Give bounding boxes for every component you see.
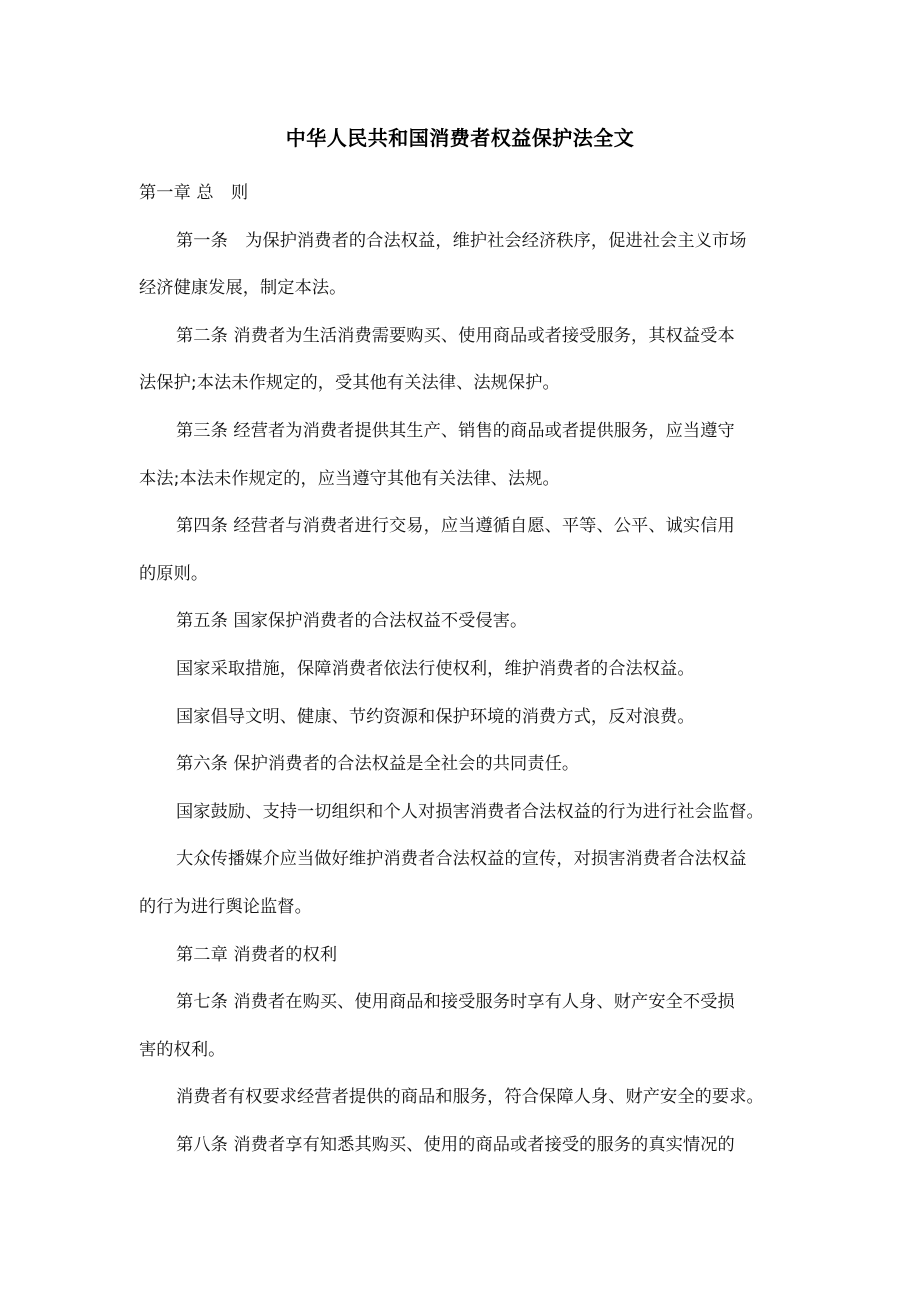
chapter-2-heading: 第二章 消费者的权利 xyxy=(176,944,338,965)
article-2-line-1: 第二条 消费者为生活消费需要购买、使用商品或者接受服务，其权益受本 xyxy=(176,325,735,346)
article-4-line-2: 的原则。 xyxy=(139,563,209,584)
article-2-line-2: 法保护;本法未作规定的，受其他有关法律、法规保护。 xyxy=(139,373,560,394)
article-3-line-1: 第三条 经营者为消费者提供其生产、销售的商品或者提供服务，应当遵守 xyxy=(176,420,735,441)
article-8-line-1: 第八条 消费者享有知悉其购买、使用的商品或者接受的服务的真实情况的 xyxy=(176,1134,735,1155)
article-1-line-2: 经济健康发展，制定本法。 xyxy=(139,278,347,299)
article-6-paragraph-2: 国家鼓励、支持一切组织和个人对损害消费者合法权益的行为进行社会监督。 xyxy=(176,801,764,822)
article-1-line-1: 第一条 为保护消费者的合法权益，维护社会经济秩序，促进社会主义市场 xyxy=(176,230,747,251)
article-5-line-1: 第五条 国家保护消费者的合法权益不受侵害。 xyxy=(176,611,528,632)
article-6-line-1: 第六条 保护消费者的合法权益是全社会的共同责任。 xyxy=(176,754,580,775)
chapter-1-heading: 第一章 总 则 xyxy=(139,183,249,203)
article-5-paragraph-3: 国家倡导文明、健康、节约资源和保护环境的消费方式，反对浪费。 xyxy=(176,706,695,727)
article-6-paragraph-3-line-1: 大众传播媒介应当做好维护消费者合法权益的宣传，对损害消费者合法权益 xyxy=(176,849,747,870)
document-title: 中华人民共和国消费者权益保护法全文 xyxy=(285,126,635,150)
article-3-line-2: 本法;本法未作规定的，应当遵守其他有关法律、法规。 xyxy=(139,468,560,489)
article-5-paragraph-2: 国家采取措施，保障消费者依法行使权利，维护消费者的合法权益。 xyxy=(176,658,695,679)
article-7-line-2: 害的权利。 xyxy=(139,1039,226,1060)
article-7-paragraph-2: 消费者有权要求经营者提供的商品和服务，符合保障人身、财产安全的要求。 xyxy=(176,1087,764,1108)
article-6-paragraph-3-line-2: 的行为进行舆论监督。 xyxy=(139,896,312,917)
article-7-line-1: 第七条 消费者在购买、使用商品和接受服务时享有人身、财产安全不受损 xyxy=(176,992,735,1013)
article-4-line-1: 第四条 经营者与消费者进行交易，应当遵循自愿、平等、公平、诚实信用 xyxy=(176,516,735,537)
document-body xyxy=(139,170,799,1169)
